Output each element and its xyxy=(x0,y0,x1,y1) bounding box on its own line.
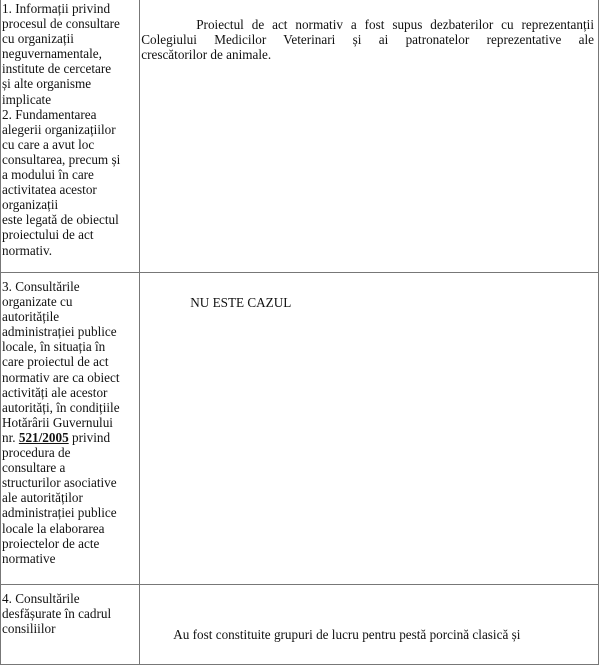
row-2-label-line: normative xyxy=(2,550,56,566)
row-2-label-line: procedura de xyxy=(2,445,71,461)
row-2-label-line: normativ are ca obiect xyxy=(2,369,120,385)
row-1-content-line: Colegiului Medicilor Veterinari și ai patronatelor reprezentative ale xyxy=(141,32,594,48)
row-1-label-line: este legată de obiectul xyxy=(2,212,119,228)
row-2-label-line-with-link xyxy=(2,430,137,445)
row-1-label-line: cu organizații xyxy=(2,31,74,47)
row-2-content-text: NU ESTE CAZUL xyxy=(190,295,292,310)
row-3-label-line: consiliilor xyxy=(2,621,56,637)
row-1-label-line: procesul de consultare xyxy=(2,16,120,32)
row-2-label-line: Hotărârii Guvernului xyxy=(2,414,113,430)
link-suffix: privind xyxy=(68,429,111,445)
row-2-label-line: organizate cu xyxy=(2,294,73,310)
row-1-label-line: normativ. xyxy=(2,242,53,258)
row-1-label-line: 2. Fundamentarea xyxy=(2,106,97,122)
row-2-label-cell xyxy=(1,273,140,585)
table-row xyxy=(1,585,599,665)
row-1-label-line: a modului în care xyxy=(2,167,94,183)
row-3-label-cell xyxy=(1,585,140,665)
row-3-content-cell xyxy=(140,585,599,665)
row-2-label-line: consultare a xyxy=(2,460,66,476)
row-1-label-line: consultarea, precum și xyxy=(2,151,121,167)
row-1-label-line: alegerii organizațiilor xyxy=(2,121,116,137)
row-2-label-line: locale la elaborarea xyxy=(2,520,105,536)
row-2-label-line: care proiectul de act xyxy=(2,354,109,370)
row-1-label-line: activitatea acestor xyxy=(2,182,97,198)
row-2-label-line: structurilor asociative xyxy=(2,475,117,491)
row-2-label-line: autoritățile xyxy=(2,309,60,325)
link-prefix: nr. xyxy=(2,429,19,445)
row-1-content-line: crescătorilor de animale. xyxy=(141,47,272,63)
row-1-label-cell xyxy=(1,0,140,273)
row-1-content-cell xyxy=(140,0,599,273)
row-2-label-line: activități ale acestor xyxy=(2,384,108,400)
row-2-content-cell xyxy=(140,273,599,585)
hg-521-2005-link[interactable]: 521/2005 xyxy=(18,429,69,445)
row-2-label-line: administrației publice xyxy=(2,324,117,340)
row-1-label-line: neguvernamentale, xyxy=(2,46,102,62)
row-3-label-line: desfășurate în cadrul xyxy=(2,606,112,622)
row-2-label-line: autorități, în condițiile xyxy=(2,399,120,415)
row-1-content-line: Proiectul de act normativ a fost supus dezbaterilor cu reprezentanții xyxy=(196,17,594,32)
row-2-label-line: proiectelor de acte xyxy=(2,535,100,551)
row-2-label-line: 3. Consultările xyxy=(2,279,80,294)
row-1-label-line: proiectului de act xyxy=(2,227,94,243)
row-3-label-line: 4. Consultările xyxy=(2,591,80,606)
row-1-label-line: organizații xyxy=(2,197,59,213)
table-row xyxy=(1,273,599,585)
row-1-label-line: cu care a avut loc xyxy=(2,136,95,152)
row-1-label-line: și alte organisme xyxy=(2,76,92,92)
row-2-label-line: locale, în situația în xyxy=(2,339,106,355)
row-1-label-line: implicate xyxy=(2,91,52,107)
row-3-content-text: Au fost constituite grupuri de lucru pentru pestă porcină clasică și xyxy=(173,627,521,642)
row-2-label-line: ale autorităților xyxy=(2,490,83,506)
row-1-label-line: 1. Informații privind xyxy=(2,1,111,16)
row-1-label-line: institute de cercetare xyxy=(2,61,112,77)
table-row xyxy=(1,0,599,273)
row-2-label-line: administrației publice xyxy=(2,505,117,521)
